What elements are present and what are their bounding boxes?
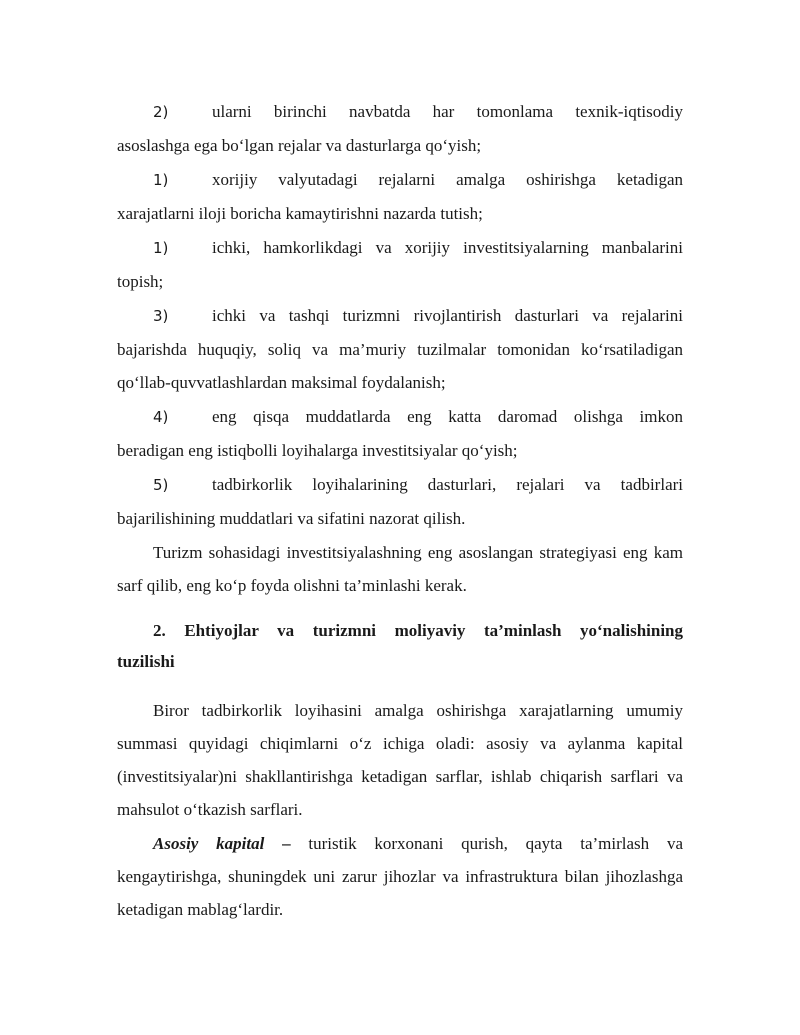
definition-text: turistik korxonani qurish, qayta ta’mirlash va kengaytirishga, shuningdek uni zarur jihozlar va infrastruktura bilan jihozlashga ketadigan mablag‘lardir.: [117, 834, 684, 919]
list-item-number: 2): [153, 103, 169, 121]
list-item-text-rest: xarajatlarni iloji boricha kamaytirishni nazarda tutish;: [117, 204, 483, 223]
list-item-text-rest: bajarishda huquqiy, soliq va ma’muriy tuzilmalar tomonidan ko‘rsatiladigan qo‘llab-quvvatlashlardan maksimal foydalanish;: [117, 340, 683, 392]
list-item-text-start: eng qisqa muddatlarda eng katta daromad olishga imkon: [212, 407, 683, 426]
list-item-number: 4): [153, 408, 169, 426]
document-body: [117, 95, 683, 927]
list-item: [117, 231, 683, 298]
list-item-text-rest: asoslashga ega bo‘lgan rejalar va dasturlarga qo‘yish;: [117, 136, 482, 155]
term-dash: –: [264, 834, 309, 853]
list-item-text-start: ularni birinchi navbatda har tomonlama texnik-iqtisodiy: [212, 102, 683, 121]
list-item-text-start: tadbirkorlik loyihalarining dasturlari, rejalari va tadbirlari: [212, 475, 683, 494]
list-item-text-start: xorijiy valyutadagi rejalarni amalga oshirishga ketadigan: [212, 170, 683, 189]
list-item-text-start: ichki, hamkorlikdagi va xorijiy investitsiyalarning manbalarini: [212, 238, 683, 257]
list-item-text-start: ichki va tashqi turizmni rivojlantirish dasturlari va rejalarini: [212, 306, 683, 325]
list-item: [117, 400, 683, 467]
term-fixed-capital: Asosiy kapital: [153, 834, 265, 853]
section-heading-line1: 2. Ehtiyojlar va turizmni moliyaviy ta’minlash yo‘nalishining: [153, 621, 683, 640]
list-item: [117, 163, 683, 230]
list-item-number: 1): [153, 239, 169, 257]
list-item-text-rest: bajarilishining muddatlari va sifatini nazorat qilish.: [117, 509, 466, 528]
list-item-number: 5): [153, 476, 169, 494]
list-item: [117, 468, 683, 535]
section-heading-line2: tuzilishi: [117, 652, 175, 671]
list-item: [117, 299, 683, 399]
list-item-number: 1): [153, 171, 169, 189]
paragraph-fixed-capital: [117, 827, 683, 926]
list-item-text-rest: beradigan eng istiqbolli loyihalarga investitsiyalar qo‘yish;: [117, 441, 518, 460]
section-heading: [117, 615, 683, 677]
paragraph-strategy: Turizm sohasidagi investitsiyalashning eng asoslangan strategiyasi eng kam sarf qilib, eng ko‘p foyda olishni ta’minlashi kerak.: [117, 543, 683, 595]
list-item: [117, 95, 683, 162]
paragraph-expenses: Biror tadbirkorlik loyihasini amalga oshirishga xarajatlarning umumiy summasi quyidagi chiqimlarni o‘z ichiga oladi: asosiy va aylanma kapital (investitsiyalar)ni shakllantirishga ketadigan sarflar, ishlab chiqarish sarflari va mahsulot o‘tkazish sarflari.: [117, 701, 683, 819]
list-item-text-rest: topish;: [117, 272, 164, 291]
list-item-number: 3): [153, 307, 169, 325]
